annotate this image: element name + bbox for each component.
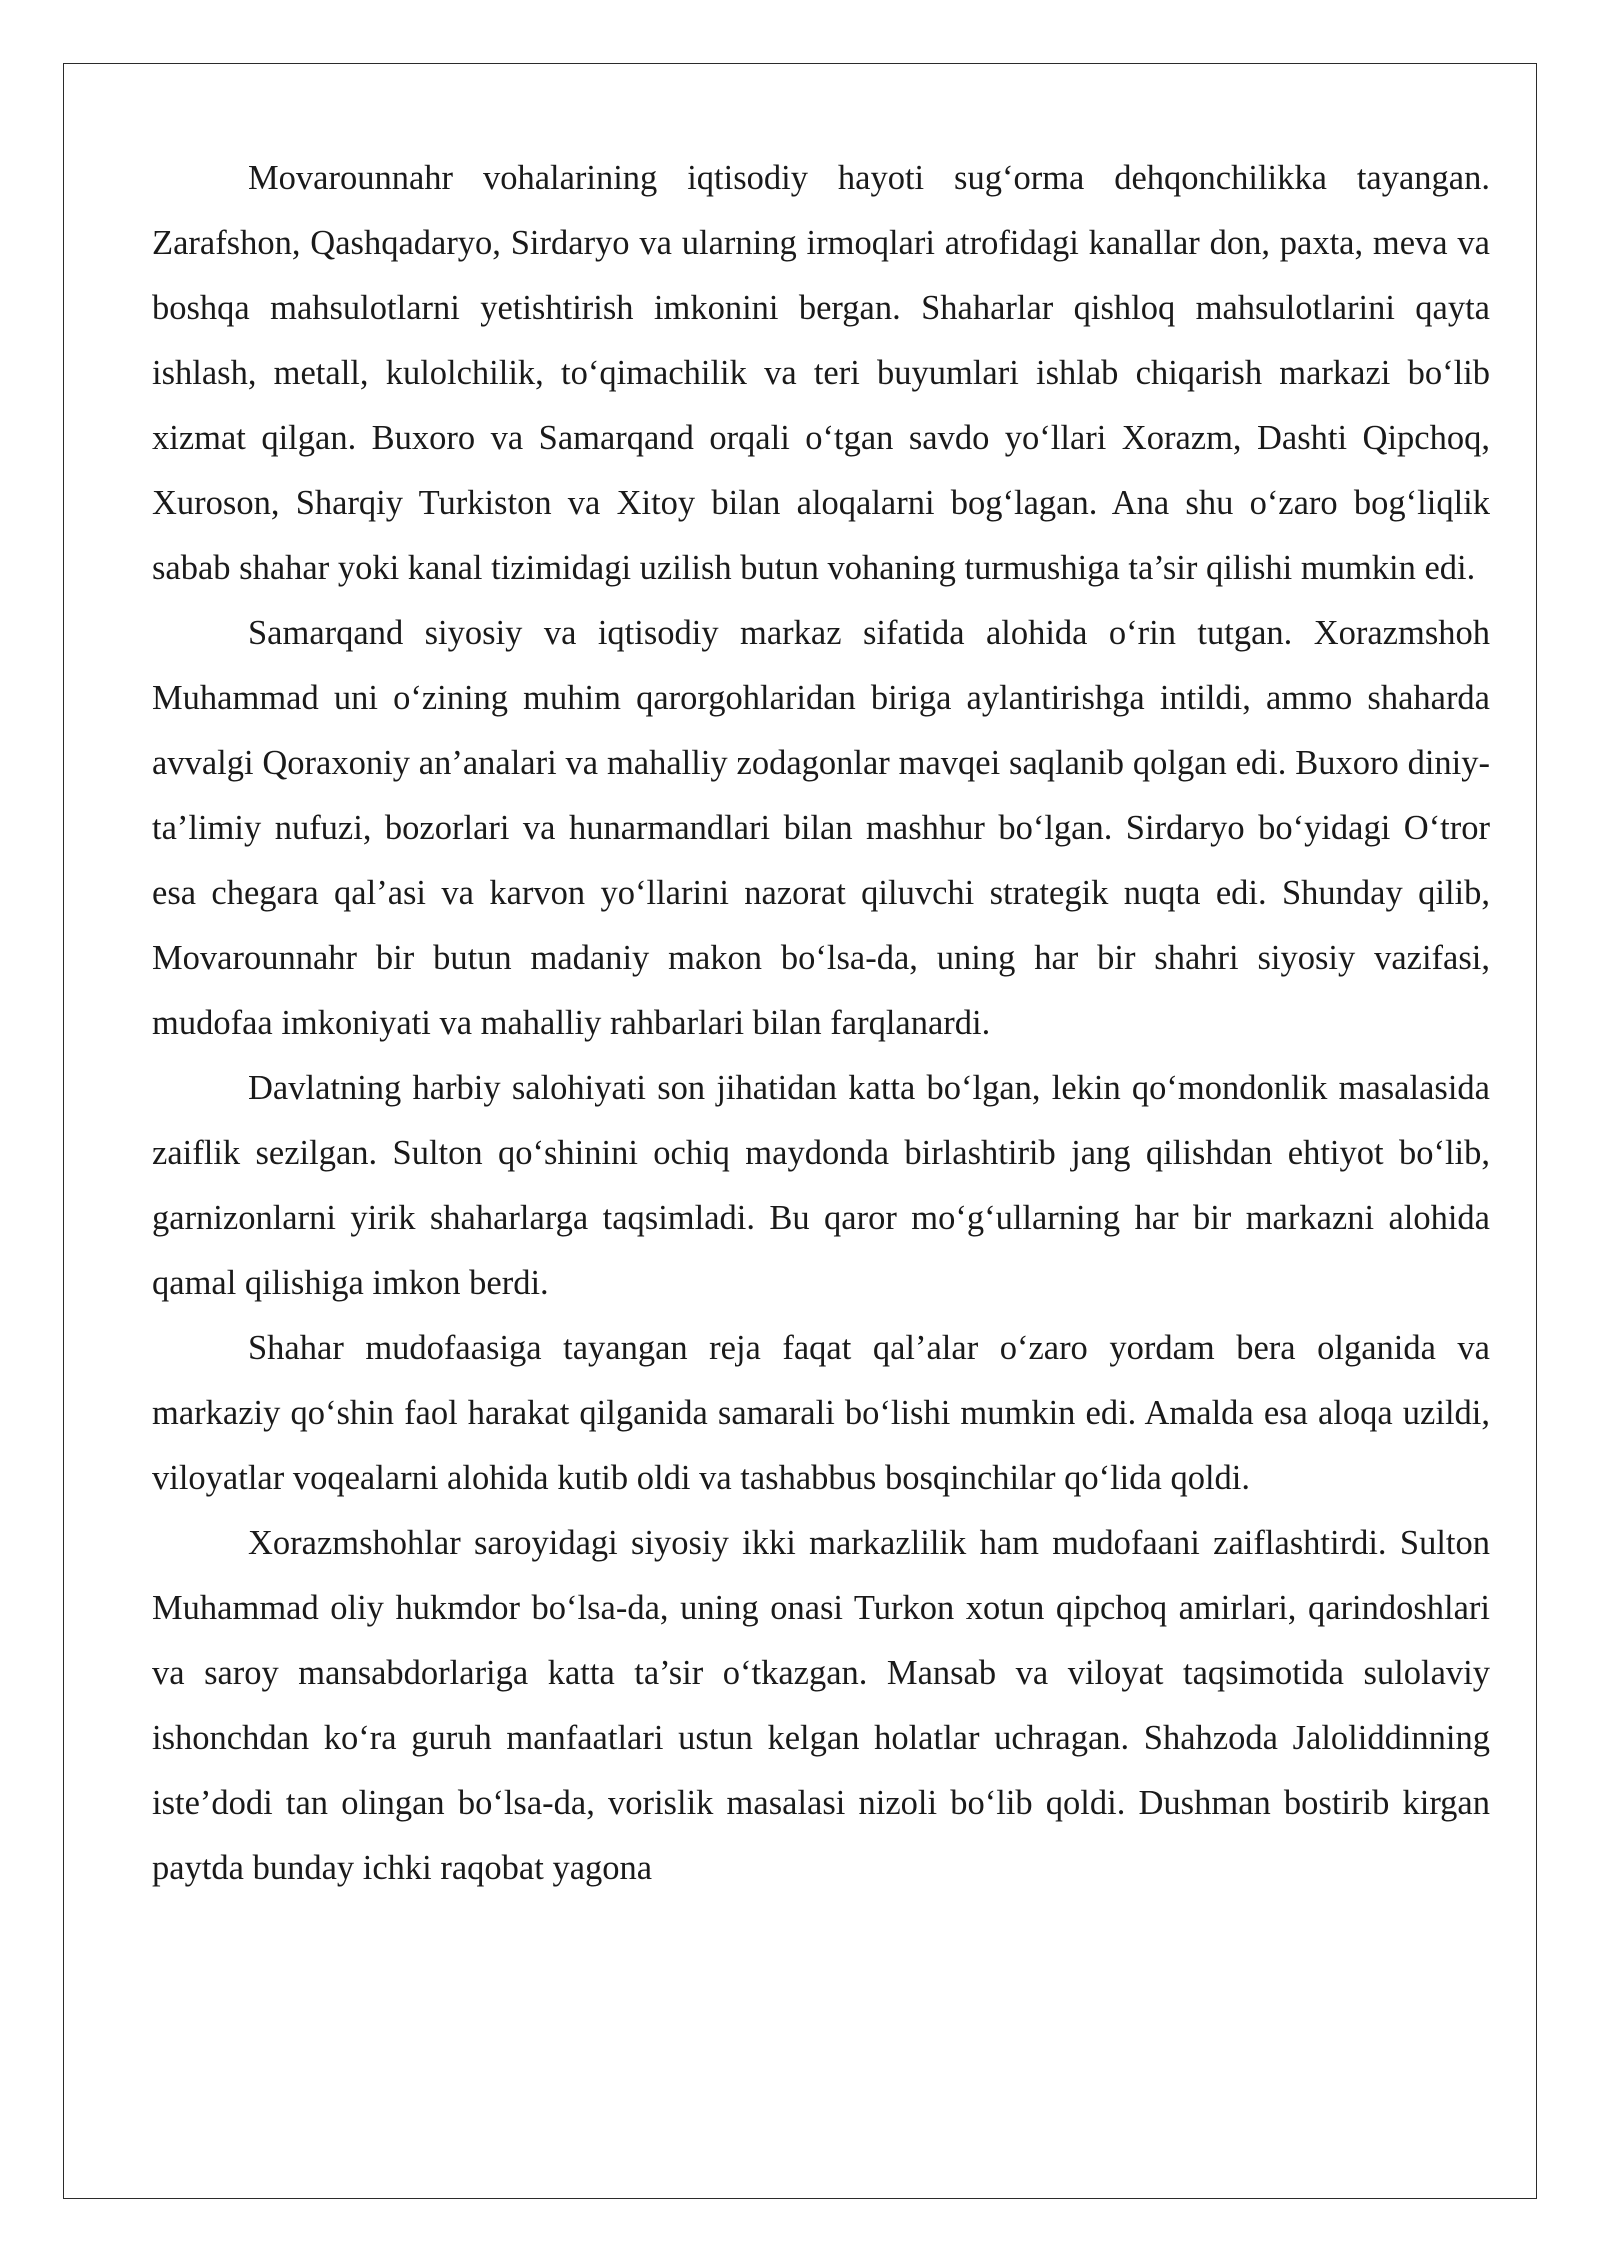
paragraph-military: Davlatning harbiy salohiyati son jihatidan katta bo‘lgan, lekin qo‘mondonlik masalasida zaiflik sezilgan. Sulton qo‘shinini ochiq maydonda birlashtirib jang qilishdan ehtiyot bo‘lib, garnizonlarni yirik shaharlarga taqsimladi. Bu qaror mo‘g‘ullarning har bir markazni alohida qamal qilishiga imkon berdi. [152,1069,1490,1302]
paragraph-cities: Samarqand siyosiy va iqtisodiy markaz sifatida alohida o‘rin tutgan. Xorazmshoh Muhammad uni o‘zining muhim qarorgohlaridan biriga aylantirishga intildi, ammo shaharda avvalgi Qoraxoniy an’analari va mahalliy zodagonlar mavqei saqlanib qolgan edi. Buxoro diniy-ta’limiy nufuzi, bozorlari va hunarmandlari bilan mashhur bo‘lgan. Sirdaryo bo‘yidagi O‘tror esa chegara qal’asi va karvon yo‘llarini nazorat qiluvchi strategik nuqta edi. Shunday qilib, Movarounnahr bir butun madaniy makon bo‘lsa-da, uning har bir shahri siyosiy vazifasi, mudofaa imkoniyati va mahalliy rahbarlari bilan farqlanardi. [152,614,1490,1042]
paragraph-economy: Movarounnahr vohalarining iqtisodiy hayoti sug‘orma dehqonchilikka tayangan. Zarafshon, Qashqadaryo, Sirdaryo va ularning irmoqlari atrofidagi kanallar don, paxta, meva va boshqa mahsulotlarni yetishtirish imkonini bergan. Shaharlar qishloq mahsulotlarini qayta ishlash, metall, kulolchilik, to‘qimachilik va teri buyumlari ishlab chiqarish markazi bo‘lib xizmat qilgan. Buxoro va Samarqand orqali o‘tgan savdo yo‘llari Xorazm, Dashti Qipchoq, Xuroson, Sharqiy Turkiston va Xitoy bilan aloqalarni bog‘lagan. Ana shu o‘zaro bog‘liqlik sabab shahar yoki kanal tizimidagi uzilish butun vohaning turmushiga ta’sir qilishi mumkin edi. [152,159,1490,587]
document-body [152,146,1490,1901]
paragraph-defense: Shahar mudofaasiga tayangan reja faqat qal’alar o‘zaro yordam bera olganida va markaziy qo‘shin faol harakat qilganida samarali bo‘lishi mumkin edi. Amalda esa aloqa uzildi, viloyatlar voqealarni alohida kutib oldi va tashabbus bosqinchilar qo‘lida qoldi. [152,1329,1490,1497]
paragraph-court-politics: Xorazmshohlar saroyidagi siyosiy ikki markazlilik ham mudofaani zaiflashtirdi. Sulton Muhammad oliy hukmdor bo‘lsa-da, uning onasi Turkon xotun qipchoq amirlari, qarindoshlari va saroy mansabdorlariga katta ta’sir o‘tkazgan. Mansab va viloyat taqsimotida sulolaviy ishonchdan ko‘ra guruh manfaatlari ustun kelgan holatlar uchragan. Shahzoda Jaloliddinning iste’dodi tan olingan bo‘lsa-da, vorislik masalasi nizoli bo‘lib qoldi. Dushman bostirib kirgan paytda bunday ichki raqobat yagona [152,1524,1490,1887]
